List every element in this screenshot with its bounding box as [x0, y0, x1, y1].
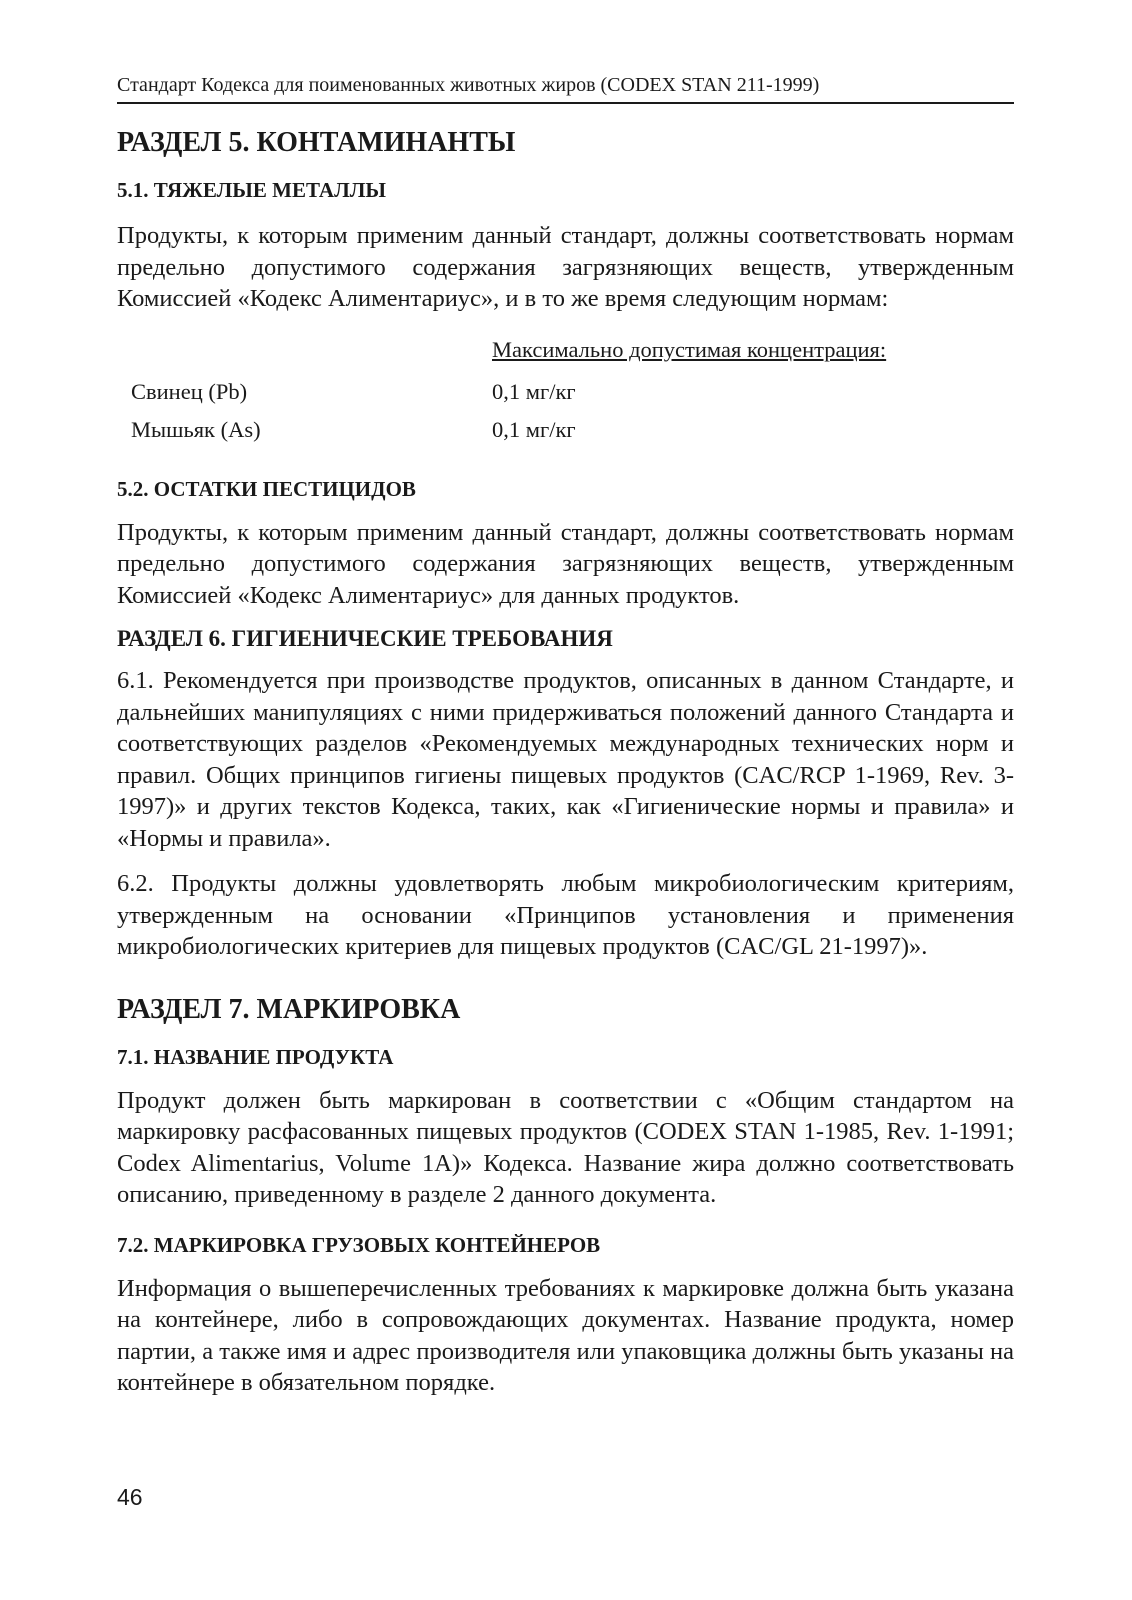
subsection-7-2-text: Информация о вышеперечисленных требованиях к маркировке должна быть указана на контейнере, либо в сопровождающих документах. Название продукта, номер партии, а также имя и адрес производителя или упаковщика должны быть указаны на контейнере в обязательном порядке. — [117, 1274, 1014, 1396]
subsection-5-1-text: Продукты, к которым применим данный стандарт, должны соответствовать нормам предельно допустимого содержания загрязняющих веществ, утвержденным Комиссией «Кодекс Алиментариус», и в то же время следующим нормам: — [117, 222, 1014, 312]
subsection-5-1-heading: 5.1. ТЯЖЕЛЫЕ МЕТАЛЛЫ — [117, 178, 387, 202]
contaminant-limit: 0,1 мг/кг — [492, 416, 576, 442]
section-6-2-text: 6.2. Продукты должны удовлетворять любым микробиологическим критериям, утвержденным на основании «Принципов установления и применения микробиологических критериев для пищевых продуктов (CAC/GL 21-1997)». — [117, 870, 1014, 960]
section-5-heading: РАЗДЕЛ 5. КОНТАМИНАНТЫ — [117, 127, 516, 158]
contaminant-name: Мышьяк (As) — [131, 416, 261, 442]
document-page — [117, 72, 1014, 1399]
section-7-heading: РАЗДЕЛ 7. МАРКИРОВКА — [117, 993, 461, 1025]
section-6-heading: РАЗДЕЛ 6. ГИГИЕНИЧЕСКИЕ ТРЕБОВАНИЯ — [117, 626, 613, 651]
concentration-column-header: Максимально допустимая концентрация: — [492, 336, 887, 362]
subsection-7-1-text: Продукт должен быть маркирован в соответствии с «Общим стандартом на маркировку расфасованных пищевых продуктов (CODEX STAN 1-1985, Rev. 1-1991; Codex Alimentarius, Volume 1A)» Кодекса. Название жира должно соответствовать описанию, приведенному в разделе 2 данного документа. — [117, 1086, 1014, 1208]
section-6-1-text: 6.1. Рекомендуется при производстве продуктов, описанных в данном Стандарте, и дальнейших манипуляциях с ними придерживаться положений данного Стандарта и соответствующих разделов «Рекомендуемых международных технических норм и правил. Общих принципов гигиены пищевых продуктов (CAC/RCP 1-1969, Rev. 3-1997)» и других текстов Кодекса, таких, как «Гигиенические нормы и правила» и «Нормы и правила». — [117, 667, 1014, 852]
concentration-table — [117, 337, 1014, 455]
page-number: 46 — [117, 1484, 143, 1510]
subsection-5-2-text: Продукты, к которым применим данный стандарт, должны соответствовать нормам предельно допустимого содержания загрязняющих веществ, утвержденным Комиссией «Кодекс Алиментариус» для данных продуктов. — [117, 518, 1014, 609]
subsection-7-2-heading: 7.2. МАРКИРОВКА ГРУЗОВЫХ КОНТЕЙНЕРОВ — [117, 1232, 601, 1257]
running-header: Стандарт Кодекса для поименованных животных жиров (CODEX STAN 211-1999) — [117, 72, 1014, 104]
contaminant-limit: 0,1 мг/кг — [492, 378, 576, 404]
subsection-7-1-heading: 7.1. НАЗВАНИЕ ПРОДУКТА — [117, 1044, 394, 1069]
subsection-5-2-heading: 5.2. ОСТАТКИ ПЕСТИЦИДОВ — [117, 476, 416, 501]
contaminant-name: Свинец (Pb) — [131, 378, 248, 404]
